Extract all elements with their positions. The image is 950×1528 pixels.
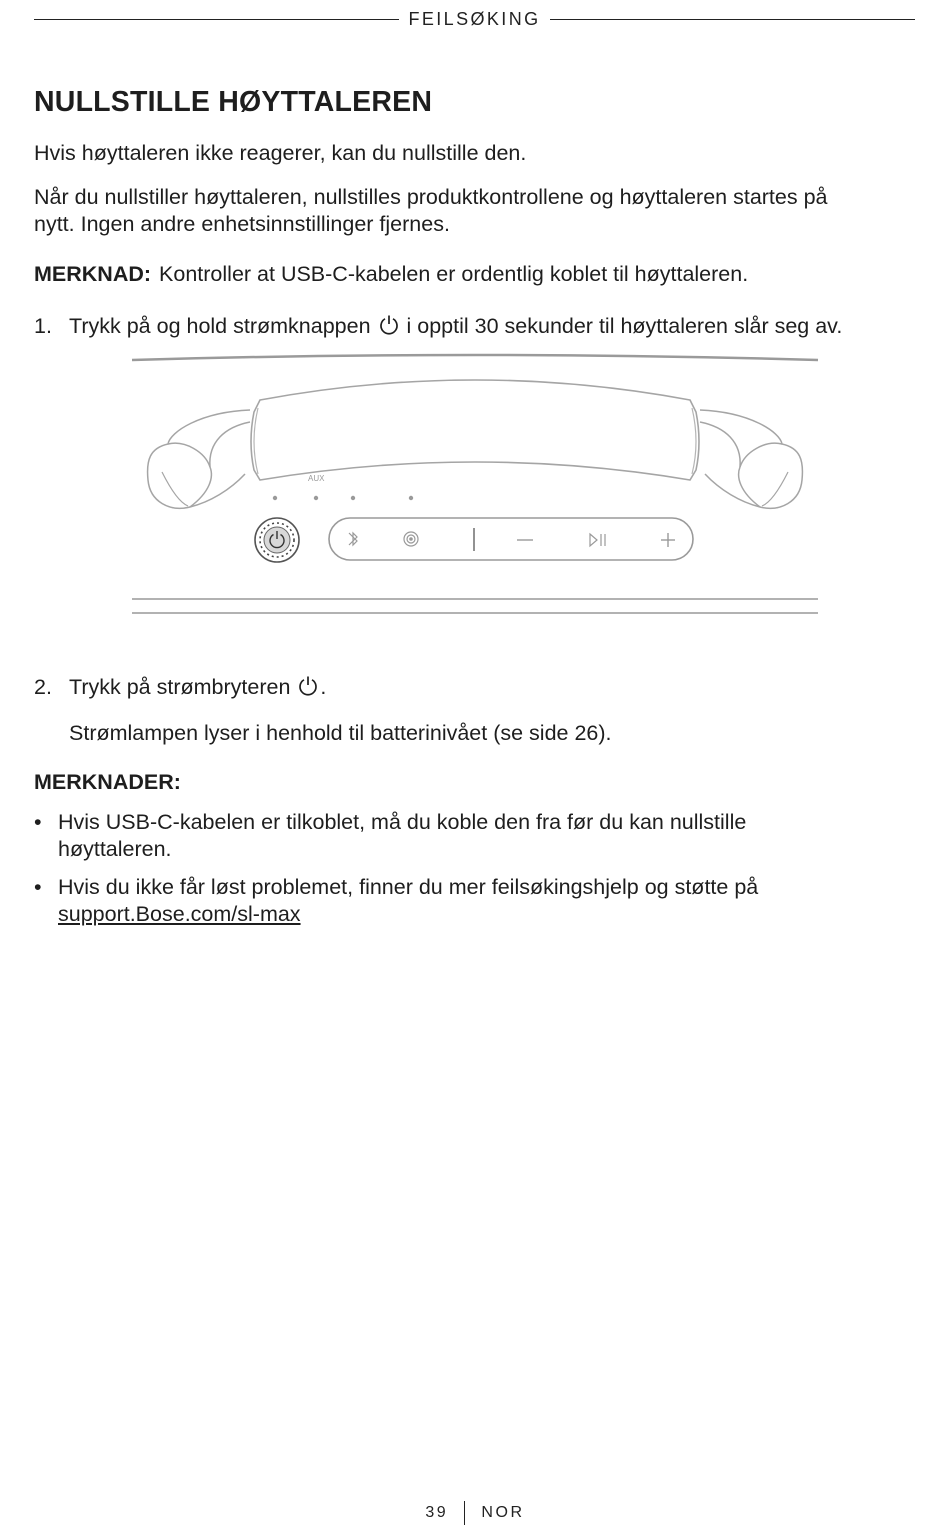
speaker-top-edge xyxy=(132,355,818,360)
step-text xyxy=(69,674,326,701)
step-2-result: Strømlampen lyser i henhold til batterinivået (se side 26). xyxy=(69,721,612,745)
note-label: MERKNAD: xyxy=(34,262,152,286)
description-text xyxy=(34,184,914,238)
note-line-1: Hvis du ikke får løst problemet, finner du mer feilsøkingshjelp og støtte på xyxy=(58,875,759,899)
description-line-2: nytt. Ingen andre enhetsinnstillinger fjernes. xyxy=(34,212,450,236)
led-dot xyxy=(273,496,277,500)
support-link[interactable]: support.Bose.com/sl-max xyxy=(58,902,301,926)
header-rule-left xyxy=(34,19,399,20)
speaker-illustration xyxy=(130,352,820,618)
bullet-dot: • xyxy=(34,810,42,834)
intro-text: Hvis høyttaleren ikke reagerer, kan du nullstille den. xyxy=(34,141,527,165)
page-title: NULLSTILLE HØYTTALEREN xyxy=(34,86,433,118)
bullet-dot: • xyxy=(34,875,42,899)
note xyxy=(34,261,914,288)
led-dot xyxy=(314,496,318,500)
note-text xyxy=(58,874,858,928)
page-footer xyxy=(0,1498,950,1528)
step-text-before: Trykk på og hold strømknappen xyxy=(69,314,371,338)
control-bar xyxy=(329,518,693,560)
note-line-1: Hvis USB-C-kabelen er tilkoblet, må du koble den fra før du kan nullstille xyxy=(58,810,747,834)
header-rule-right xyxy=(550,19,915,20)
step-text-before: Trykk på strømbryteren xyxy=(69,675,291,699)
speaker-power-button xyxy=(255,518,299,562)
step-number: 2. xyxy=(34,675,52,699)
note-text xyxy=(58,809,858,863)
power-icon xyxy=(379,314,399,336)
language-code: NOR xyxy=(481,1504,525,1521)
step-text xyxy=(69,313,842,340)
notes-heading: MERKNADER: xyxy=(34,770,181,794)
description-line-1: Når du nullstiller høyttaleren, nullstilles produktkontrollene og høyttaleren startes på xyxy=(34,185,828,209)
footer-separator xyxy=(464,1501,465,1525)
step-number: 1. xyxy=(34,314,52,338)
power-icon xyxy=(298,675,318,697)
page-header xyxy=(34,6,915,32)
page-number: 39 xyxy=(425,1504,449,1521)
led-dot xyxy=(351,496,355,500)
led-dot xyxy=(409,496,413,500)
note-text: Kontroller at USB-C-kabelen er ordentlig koblet til høyttaleren. xyxy=(159,262,749,286)
note-line-2: høyttaleren. xyxy=(58,837,172,861)
aux-label: AUX xyxy=(308,474,325,483)
step-text-after: . xyxy=(320,675,327,699)
section-title: FEILSØKING xyxy=(408,8,541,29)
step-text-after: i opptil 30 sekunder til høyttaleren slår seg av. xyxy=(406,314,843,338)
